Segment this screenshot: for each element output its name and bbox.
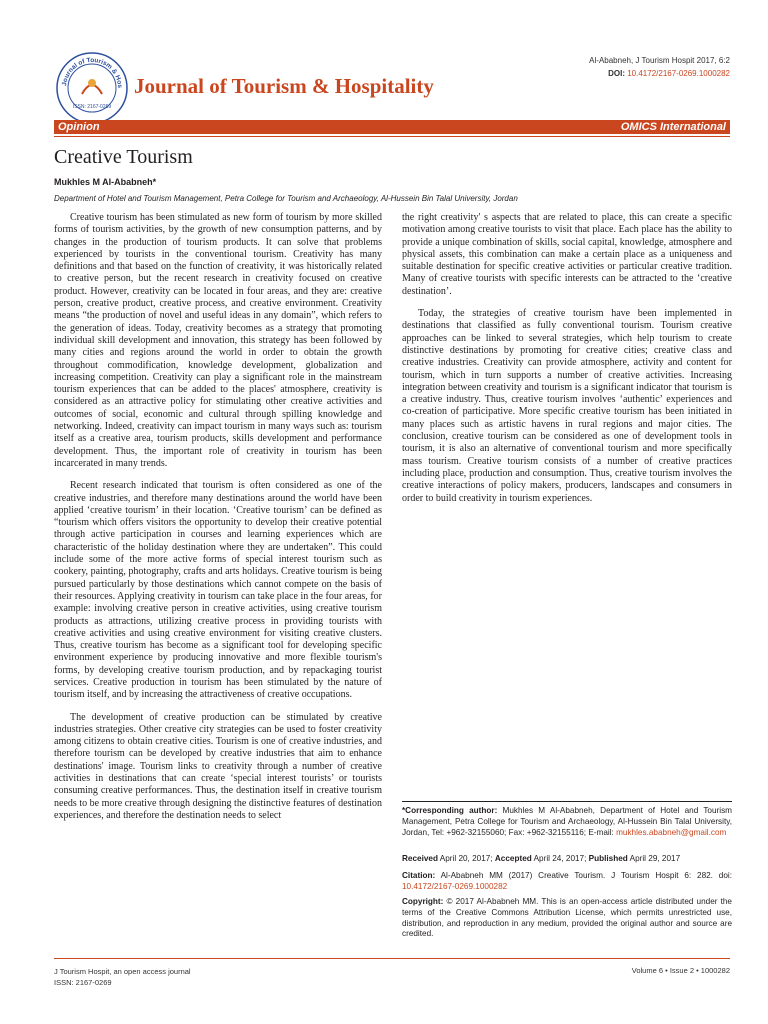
corr-text: Mukhles M Al-Ababneh, Department of Hotel and Tourism Management, Petra College for Tourism and Archaeology, Al-Hussein Bin Talal University, Jordan, Tel: +962-32155060; Fax: +962-32155116; E-mail: [402, 806, 732, 837]
body-paragraph: The development of creative production can be stimulated by creative industries strategies. Other creative city strategies can be used to foster creativity among citizens to obtain creative cities. Tourism is one of creative industries, and therefore tourism can be developed by creative industries that aim to enhance destinations' image. Tourism links to creativity through a number of creative activities in destinations that can create ‘special interest tourists’ or tourists consuming creative performances. Thus, the destination itself in creative tourism needs to be more creative through designing the distinctive features of destination experiences, and therefore the destination needs to select [54, 711, 382, 821]
corr-label: *Corresponding author: [402, 806, 498, 815]
publisher-label: OMICS International [620, 121, 726, 133]
logo-ring-text: Journal of Tourism & Hos [61, 56, 124, 89]
body-column-right [402, 212, 732, 515]
body-paragraph: Creative tourism has been stimulated as new form of tourism by more skilled forms of tourism activities, by the growth of new consumption patterns, and by changes in the production of tourism products. It can solve that problems experienced by tourists in the conventional tourism. Creativity has many definitions and that based on the function of creativity, it was historically related to creative person, but the recent research in creativity focused on creative product. However, creativity can be located in four areas, and they are: creative person, creative product, creative process, and creative environment. Creativity means “the production of novel and useful ideas in any domain”, which refers to the generation of ideas. Today, creativity becomes as a strategy that promoting individual skill development and innovation, this strategy has been followed by many cities and regions around the world in order to obtain the growth throughout commodification, knowledge development, globalization and increasing competition. Creativity can play a significant role in the mainstream tourism experiences that can be added to the places' atmosphere, creativity is considered as an attractive policy for stimulating other creative activities and outcomes of social, economic and cultural through spilling knowledge and networking. Indeed, creativity can impact tourism in many ways such as: tourism itself as a creative area, tourism products, skills development and performance development. Thus, the important role of creativity in tourism has been incarcerated in many trends. [54, 212, 382, 469]
published-label: Published [588, 854, 628, 863]
citation-label: Citation: [402, 871, 436, 880]
corresponding-author-note [402, 806, 732, 838]
citation-note [402, 871, 732, 893]
doi-link[interactable]: 10.4172/2167-0269.1000282 [627, 69, 730, 78]
footer-journal-line: J Tourism Hospit, an open access journal [54, 967, 191, 976]
author-name: Mukhles M Al-Ababneh* [54, 177, 157, 187]
received-date: April 20, 2017; [439, 854, 493, 863]
citation-doi-link[interactable]: 10.4172/2167-0269.1000282 [402, 881, 508, 891]
citation-line: Al-Ababneh, J Tourism Hospit 2017, 6:2 [589, 56, 730, 65]
journal-title: Journal of Tourism & Hospitality [134, 74, 434, 98]
citation-text: Al-Ababneh MM (2017) Creative Tourism. J Tourism Hospit 6: 282. doi: [440, 871, 732, 880]
body-paragraph: Today, the strategies of creative tourism have been implemented in destinations that classified as fully conventional tourism. Tourism creative approaches can be linked to several strategies, which help tourism to create distinctive destinations by promoting for creative cities; creative class and creative industries. Creativity can provide atmosphere, activity and content for tourism, which in turn supports a number of creative activities. Increasing integration between creativity and tourism is a significant indicator that tourism is a creative industry. Thus, creative tourism involves ‘authentic’ experiences and co-creation of participative. More specific creative tourism has been initiated in many places such as artistic havens in rural regions and major cities. The conclusion, creative tourism can be considered as one of development tools in tourism, it is also an alternative of conventional tourism and more specifically mass tourism. Creative tourism consists of a number of creative practices including place, production and consumption. Thus, creative tourism involves the creative interactions of policy makers, producers, landscapes and consumers in order to build creativity in tourism experiences. [402, 308, 732, 504]
section-label: Opinion [58, 121, 100, 133]
section-bar [54, 120, 730, 134]
body-column-left [54, 212, 382, 832]
copyright-text: © 2017 Al-Ababneh MM. This is an open-access article distributed under the terms of the Creative Commons Attribution License, which permits unrestricted use, distribution, and reproduction in any medium, provided the original author and source are credited. [402, 897, 732, 939]
header-divider [54, 136, 730, 137]
footer-journal-info [54, 966, 191, 988]
journal-logo [54, 50, 130, 126]
doi-label: DOI: [608, 69, 625, 78]
footer-divider [54, 958, 730, 959]
copyright-label: Copyright: [402, 897, 444, 906]
published-date: April 29, 2017 [629, 854, 681, 863]
body-paragraph: Recent research indicated that tourism is often considered as one of the creative industries, and therefore many destinations around the world have been applied ‘creative tourism’ in their location. ‘Creative tourism’ can be defined as “tourism which offers visitors the opportunity to develop their creative potential through active participation in courses and learning experiences which are characteristic of the holiday destination where they are undertaken”. This could include some of the more active forms of special interest tourism such as cookery, painting, photography, crafts and arts holidays. Creative tourism is being pursued particularly by those destinations which cannot compete on the basis of their resources. Applying creativity in tourism can take place in the four areas, for example: involving creative person in creative activities, using creative tourism products as attractions, utilizing creative process in providing tourists with creative activities and using creative environment for visiting creative clusters. Thus, creative tourism has become as a significant tool for developing specific environment experience by producing innovative and more flexible tourism's forms, by developing creative tourism production, and by repackaging tourist services. Creative production in tourism has been stimulated by the nature of tourism itself, and by increasing the attractiveness of creative occupations. [54, 480, 382, 701]
accepted-label: Accepted [494, 854, 532, 863]
article-title: Creative Tourism [54, 146, 193, 168]
author-affiliation: Department of Hotel and Tourism Management, Petra College for Tourism and Archaeology, Al-Hussein Bin Talal University, Jordan [54, 194, 518, 203]
header-citation [589, 54, 730, 80]
accepted-date: April 24, 2017; [533, 854, 587, 863]
dates-note [402, 854, 732, 865]
notes-divider [402, 801, 732, 802]
footer-issn-line: ISSN: 2167-0269 [54, 978, 112, 987]
corr-email-link[interactable]: mukhles.ababneh@gmail.com [616, 827, 727, 837]
copyright-note [402, 897, 732, 940]
body-paragraph: the right creativity' s aspects that are related to place, this can create a specific motivation among creative tourists to visit that place. Each place has the ability to provide a unique combination of skills, social capital, knowledge, atmosphere and physical assets, this combination can make a certain place as a uniqueness and suitable destination for specific creative activities or particular creative tradition. Many of creative tourists with specific interests can be attracted to the ‘creative destination’. [402, 212, 732, 297]
footer-volume: Volume 6 • Issue 2 • 1000282 [631, 966, 730, 975]
received-label: Received [402, 854, 438, 863]
logo-issn: ISSN: 2167-0269 [72, 104, 112, 110]
